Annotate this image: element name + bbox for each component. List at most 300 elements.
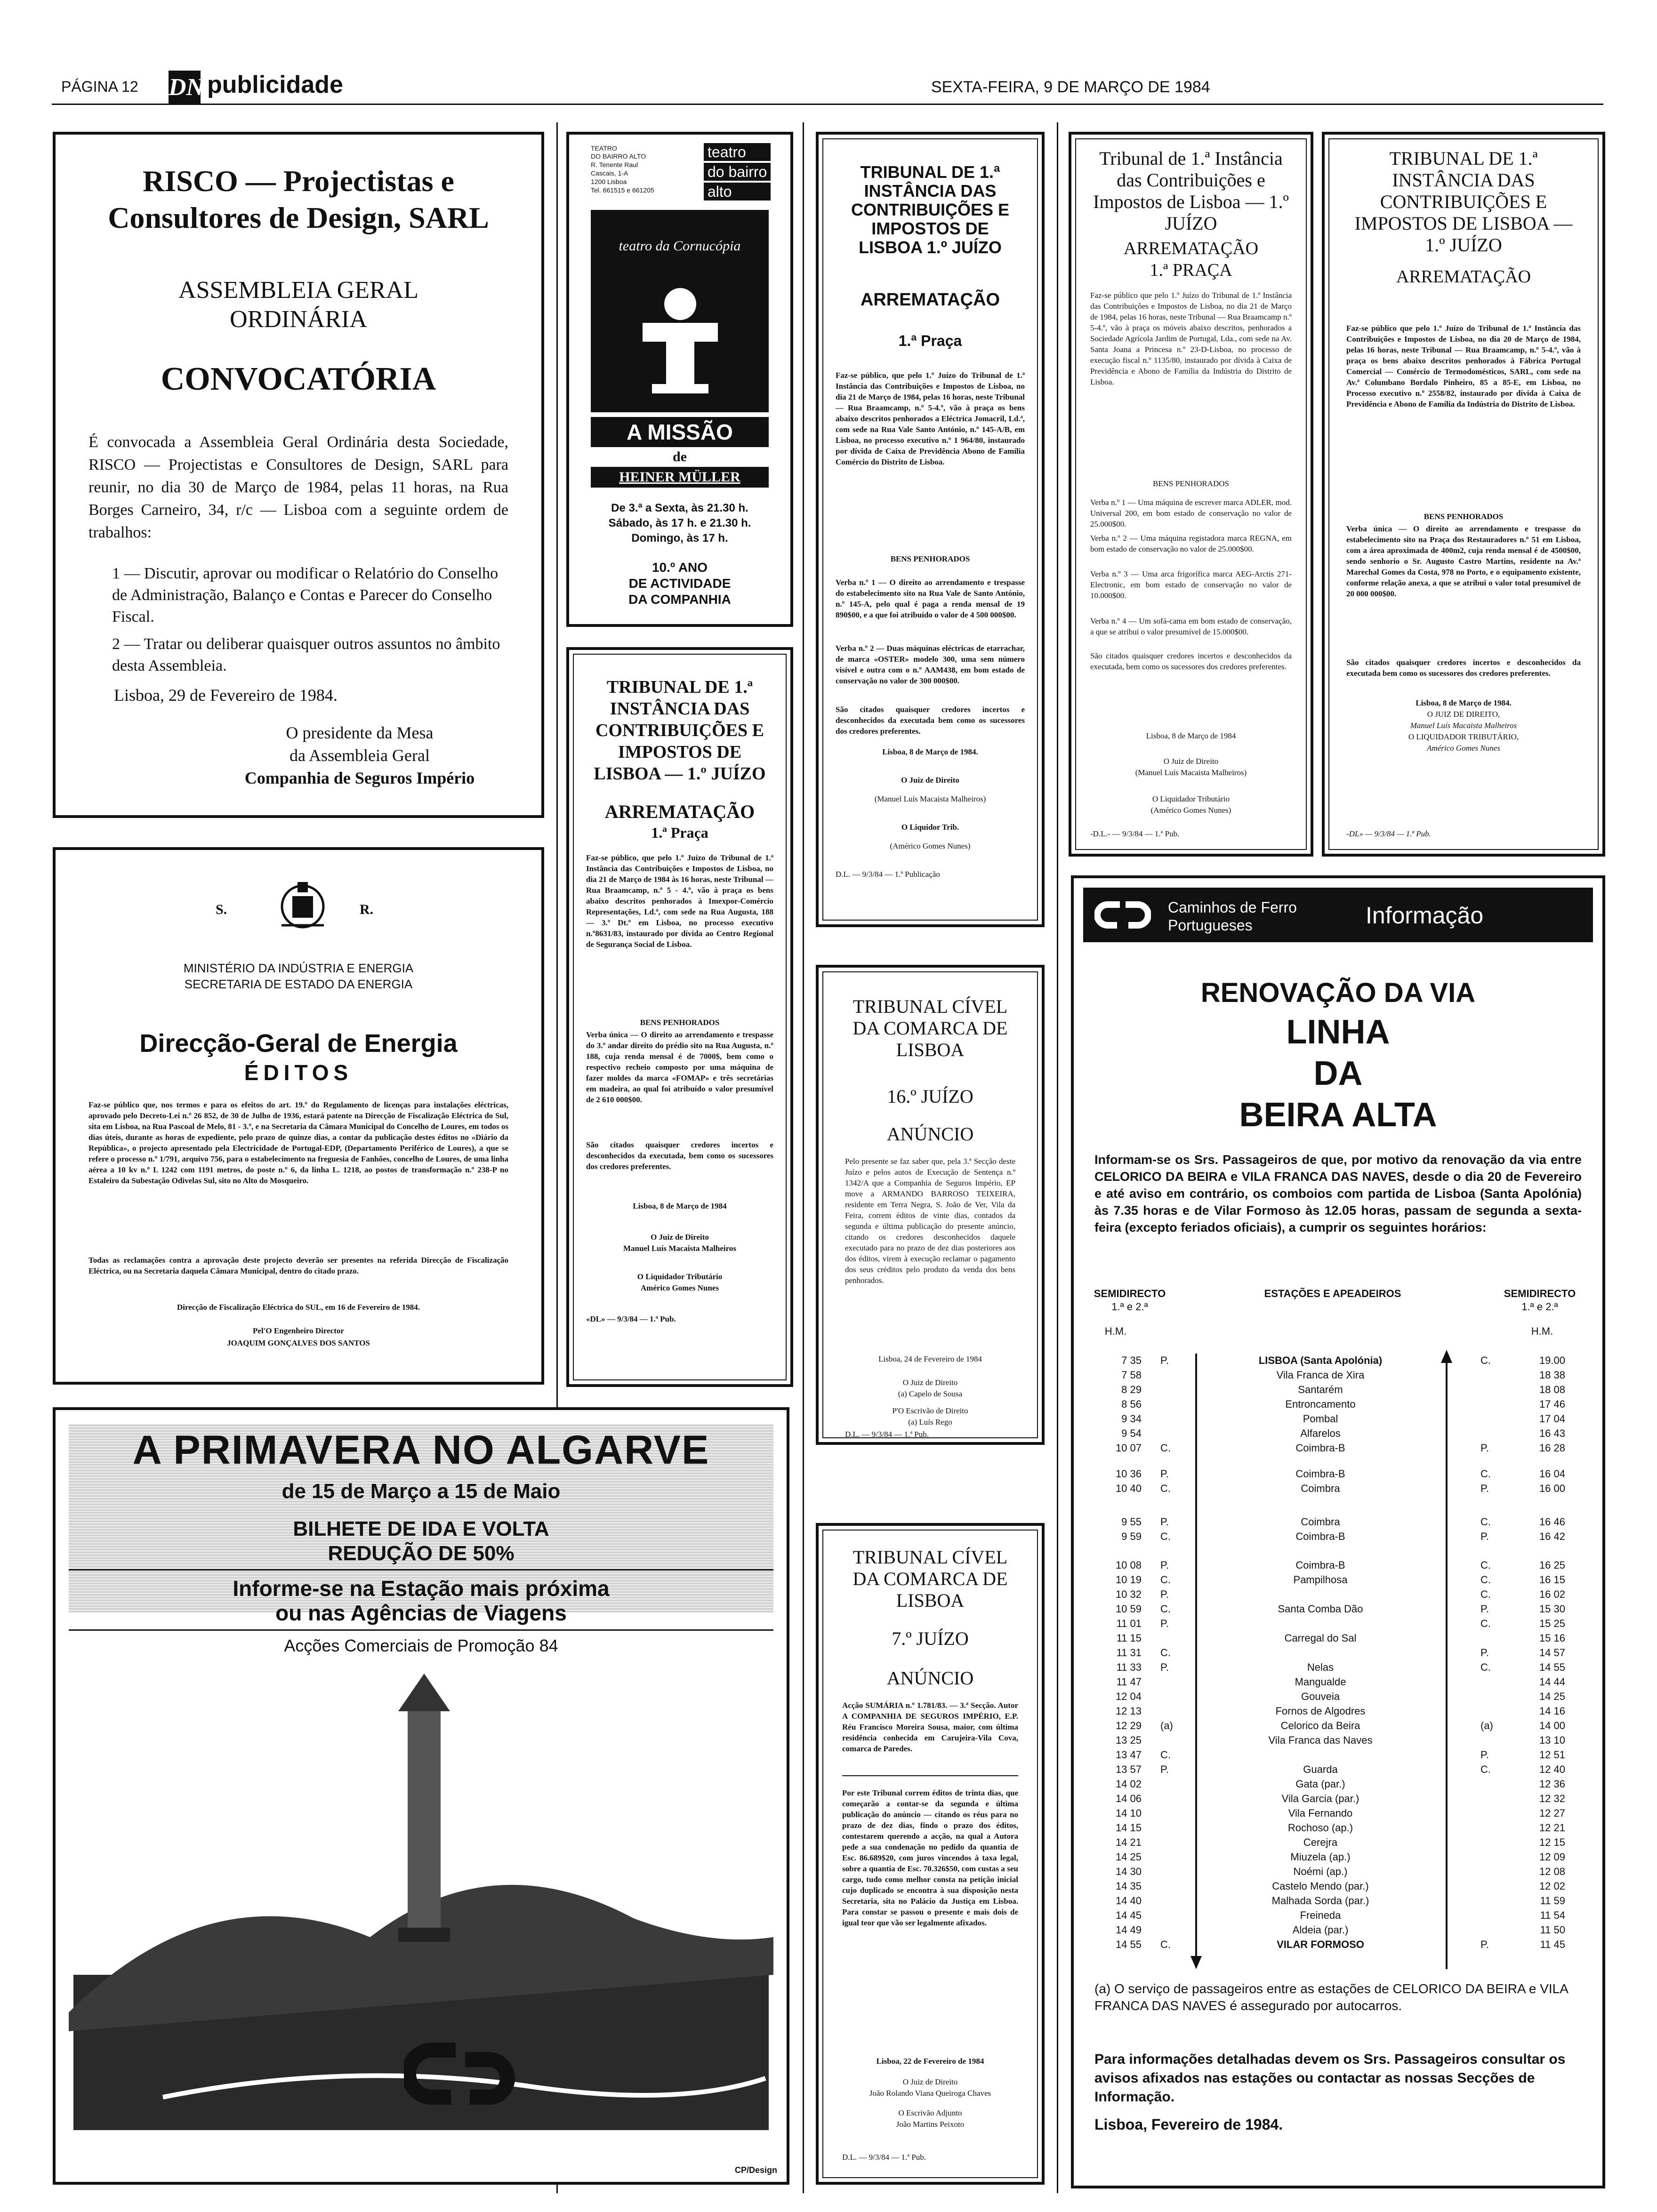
timetable-right-mark: (a) [1480, 1720, 1493, 1731]
timetable-arr-time: 16 42 [1539, 1531, 1565, 1542]
timetable-right-mark: P. [1480, 1483, 1489, 1494]
timetable-row [1090, 1603, 1586, 1616]
timetable-row [1090, 1531, 1586, 1544]
timetable-arr-time: 15 30 [1539, 1603, 1565, 1615]
timetable-row [1090, 1384, 1586, 1397]
cp-headline-4: BEIRA ALTA [1239, 1096, 1437, 1134]
timetable-dep-time: 12 04 [1115, 1691, 1142, 1702]
teatro-company: teatro da Cornucópia [619, 238, 741, 254]
trib-c-liq-2: (Américo Gomes Nunes) [1150, 806, 1231, 815]
civel7-juizo: 7.º JUÍZO [892, 1628, 969, 1649]
teatro-schedule-1: De 3.ª a Sexta, às 21.30 h. [611, 502, 748, 514]
timetable-arr-time: 11 54 [1540, 1909, 1565, 1921]
header-rule [52, 104, 1603, 105]
timetable-station-name: Vila Garcia (par.) [1281, 1793, 1359, 1804]
timetable-arr-time: 15 25 [1539, 1618, 1565, 1629]
cp-note: (a) O serviço de passageiros entre as estações de CELORICO DA BEIRA e VILA FRANCA DAS NAVES é assegurado por autocarros. [1094, 1981, 1568, 2013]
trib-b-liq-2: (Américo Gomes Nunes) [890, 842, 971, 850]
timetable-station-name: Coimbra-B [1295, 1559, 1345, 1571]
timetable-left-mark: C. [1160, 1442, 1171, 1454]
civel7-dl: D.L. — 9/3/84 — 1.ª Pub. [842, 2153, 926, 2162]
timetable-dep-time: 14 55 [1115, 1939, 1142, 1950]
timetable-row [1090, 1866, 1586, 1879]
civel7-date: Lisboa, 22 de Fevereiro de 1984 [876, 2057, 984, 2066]
timetable-station-name: Santarém [1298, 1384, 1343, 1395]
timetable-station-name: Mangualde [1295, 1676, 1346, 1688]
teatro-poster [591, 210, 769, 412]
timetable-station-name: Cerejra [1303, 1836, 1338, 1848]
timetable-row [1090, 1588, 1586, 1602]
timetable-left-mark: P. [1160, 1354, 1169, 1366]
page-date: SEXTA-FEIRA, 9 DE MARÇO DE 1984 [931, 78, 1210, 96]
trib-d-judge-2: Manuel Luís Macaista Malheiros [1410, 721, 1517, 730]
risco-item-1: 1 — Discutir, aprovar ou modificar o Relatório do Conselho de Administração, Balanço e Contas e Parecer do Conselho Fiscal. [112, 565, 499, 625]
timetable-station-name: Freineda [1300, 1909, 1341, 1921]
timetable-arr-time: 12 08 [1539, 1866, 1565, 1877]
timetable-station-name: Vila Fernando [1288, 1807, 1353, 1819]
timetable-dep-time: 10 07 [1115, 1442, 1142, 1454]
timetable-dep-time: 13 47 [1115, 1749, 1142, 1761]
algarve-info-1: Informe-se na Estação mais próxima [233, 1576, 610, 1601]
cp-brand-1: Caminhos de Ferro [1168, 899, 1297, 916]
timetable-station-name: Carregal do Sal [1284, 1632, 1357, 1644]
timetable-station-name: Coimbra [1301, 1483, 1340, 1494]
timetable-right-mark: C. [1480, 1354, 1491, 1366]
cp-brand-2: Portugueses [1168, 917, 1253, 934]
timetable-station-name: Pampilhosa [1293, 1574, 1348, 1586]
timetable-right-mark: C. [1480, 1574, 1491, 1586]
timetable-row [1090, 1880, 1586, 1893]
timetable-dep-time: 11 33 [1116, 1661, 1142, 1673]
risco-place-date: Lisboa, 29 de Fevereiro de 1984. [114, 686, 338, 705]
timetable-dep-time: 7 58 [1121, 1369, 1142, 1381]
dge-ministry: MINISTÉRIO DA INDÚSTRIA E ENERGIA [183, 961, 414, 975]
risco-heading: ASSEMBLEIA GERAL ORDINÁRIA [178, 277, 418, 333]
timetable-arr-time: 16 00 [1539, 1483, 1565, 1494]
risco-item-2: 2 — Tratar ou deliberar quaisquer outros assuntos no âmbito desta Assembleia. [112, 635, 500, 674]
timetable-dep-time: 8 29 [1121, 1384, 1142, 1395]
timetable-left-mark: C. [1160, 1647, 1171, 1659]
timetable-right-mark: P. [1480, 1749, 1489, 1761]
timetable-dep-time: 14 21 [1115, 1836, 1142, 1848]
dn-logo: DN [169, 71, 201, 104]
timetable-row [1090, 1895, 1586, 1908]
algarve-ad [53, 1407, 789, 2185]
timetable-row [1090, 1793, 1586, 1806]
trib-c-praca: 1.ª PRAÇA [1150, 260, 1232, 280]
timetable-dep-time: 13 25 [1115, 1734, 1142, 1746]
timetable-row [1090, 1836, 1586, 1850]
civel16-clerk-2: (a) Luís Rego [908, 1418, 952, 1427]
timetable-right-mark: P. [1480, 1939, 1489, 1950]
civel16-date: Lisboa, 24 de Fevereiro de 1984 [878, 1354, 982, 1363]
algarve-ticket-2: REDUÇÃO DE 50% [328, 1542, 515, 1565]
tribunal-notice-imexpor [566, 647, 793, 1387]
cp-logo-icon [404, 2041, 517, 2116]
teatro-anniversary-3: DA COMPANHIA [628, 592, 731, 607]
timetable-dep-time: 11 47 [1116, 1676, 1142, 1688]
timetable-station-name: Alfarelos [1300, 1427, 1341, 1439]
trib-b-liq-1: O Liquidor Trib. [901, 823, 959, 832]
timetable-station-name: Nelas [1307, 1661, 1334, 1673]
cp-col-left-1: SEMIDIRECTO [1094, 1288, 1166, 1299]
timetable-arr-time: 12 09 [1539, 1851, 1565, 1863]
dge-sign-2: JOAQUIM GONÇALVES DOS SANTOS [227, 1338, 370, 1347]
trib-b-dl: D.L. — 9/3/84 — 1.ª Publicação [836, 870, 940, 879]
cp-col-mid: ESTAÇÕES E APEADEIROS [1264, 1288, 1401, 1299]
timetable-row [1090, 1705, 1586, 1718]
timetable-dep-time: 10 19 [1115, 1574, 1142, 1586]
timetable-left-mark: P. [1160, 1588, 1169, 1600]
cp-hm-left: H.M. [1104, 1325, 1127, 1337]
trib-b-body-3: Verba n.º 2 — Duas máquinas eléctricas de etarrachar, de marca «OSTER» modelo 300, uma sem número visível e outra com o n.º AAM438, em bom estado de conservação no valor de 300 000$00. [836, 644, 1025, 685]
timetable-arr-time: 12 02 [1539, 1880, 1565, 1892]
timetable-dep-time: 8 56 [1121, 1398, 1142, 1410]
timetable-right-mark: C. [1480, 1559, 1491, 1571]
risco-intro: É convocada a Assembleia Geral Ordinária desta Sociedade, RISCO — Projectistas e Consultores de Design, SARL para reunir, no dia 30 de Março de 1984, pelas 11 horas, na Rua Borges Carneiro, 34, r/c — Lisboa com a seguinte ordem de trabalhos: [88, 433, 508, 541]
timetable-right-mark: P. [1480, 1442, 1489, 1454]
dge-s: S. [216, 902, 227, 917]
cp-headline-3: DA [1313, 1055, 1363, 1092]
timetable-right-mark: P. [1480, 1531, 1489, 1542]
teatro-author: HEINER MÜLLER [591, 467, 769, 488]
teatro-play: A MISSÃO [591, 417, 769, 447]
teatro-logo-2: do bairro [704, 163, 771, 181]
timetable-left-mark: (a) [1160, 1720, 1173, 1731]
civel7-body: Acção SUMÁRIA n.º 1.781/83. — 3.ª Secção. Autor A COMPANHIA DE SEGUROS IMPÉRIO, E.P. Réu Francisco Moreira Sousa, maior, com última residência conhecida em Carujeira-Vila Cova, comarca de Paredes. [842, 1701, 1018, 1753]
timetable-dep-time: 12 29 [1115, 1720, 1142, 1731]
timetable-row [1090, 1822, 1586, 1835]
timetable-row [1090, 1909, 1586, 1923]
timetable-row [1090, 1427, 1586, 1441]
tribunal-notice-jomacril [816, 132, 1045, 927]
timetable-station-name: Vila Franca das Naves [1268, 1734, 1373, 1746]
trib-d-bens: BENS PENHORADOS [1424, 512, 1504, 521]
timetable-right-mark: C. [1480, 1763, 1491, 1775]
trib-d-body: Faz-se público que pelo 1.º Juízo do Tribunal de 1.ª Instância das Contribuições e Impostos de Lisboa, no dia 20 de Março de 1984, pelas 16 horas, neste Tribunal — Rua Braamcamp, n.º 5-4.º, vão à praça os bens abaixo descritos penhorados à Fábrica Portugal Comercial — Comércio de Termodomésticos, SARL, com sede na Av.ª Columbano Bordalo Pinheiro, 85 a 85-E, em Lisboa, no Processo executivo n.º 2558/82, instaurado por dívida à Caixa de Previdência e Abono de Família da Indústria do Distrito de Lisboa. [1346, 324, 1581, 409]
timetable-row [1090, 1516, 1586, 1529]
trib-a-body: Faz-se público, que pelo 1.º Juízo do Tribunal de 1.ª Instância das Contribuições e Impostos de Lisboa, no dia 21 de Março de 1984 às 16 horas, neste Tribunal — Rua Braamcamp, n.º 5 - 4.º, vão à praça os bens abaixo descritos penhorados à Imexpor-Comércio Representações, Ld.ª, com sede na Rua Augusta, 188 — 3.º Dt.º em Lisboa, no processo executivo n.º8631/83, instaurado por dívida ao Centro Regional de Segurança Social de Lisboa. [586, 853, 773, 949]
civel16-sub: ANÚNCIO [886, 1123, 974, 1145]
timetable-row [1090, 1632, 1586, 1645]
trib-c-verba-4: Verba n.º 4 — Um sofá-cama em bom estado de conservação, a que se atribui o valor presumível de 15.000$00. [1090, 617, 1292, 636]
trib-c-verba-3: Verba n.º 3 — Uma arca frigorífica marca AEG-Arctis 271-Electronic, em bom estado de conservação no valor de 10.000$00. [1090, 569, 1292, 600]
trib-c-sub: ARREMATAÇÃO [1123, 239, 1259, 258]
dge-notice [53, 847, 544, 1385]
timetable-arr-time: 18 38 [1539, 1369, 1565, 1381]
teatro-anniversary-1: 10.º ANO [652, 560, 708, 575]
timetable-left-mark: P. [1160, 1468, 1169, 1480]
timetable-dep-time: 9 54 [1121, 1427, 1142, 1439]
civel7-sub: ANÚNCIO [886, 1667, 974, 1689]
timetable-right-mark: P. [1480, 1603, 1489, 1615]
trib-a-bens: BENS PENHORADOS [640, 1018, 720, 1027]
timetable-arr-time: 12 21 [1539, 1822, 1565, 1834]
trib-b-sub: ARREMATAÇÃO [860, 290, 1000, 310]
civel16-judge-2: (a) Capelo de Sousa [898, 1389, 963, 1398]
timetable-row [1090, 1734, 1586, 1747]
timetable-station-name: VILAR FORMOSO [1277, 1939, 1364, 1950]
timetable-row [1090, 1749, 1586, 1762]
dge-title: Direcção-Geral de Energia [139, 1029, 458, 1058]
timetable-station-name: Aldeia (par.) [1292, 1924, 1349, 1936]
timetable-arr-time: 12 32 [1539, 1793, 1565, 1804]
teatro-schedule-3: Domingo, às 17 h. [631, 532, 728, 545]
timetable-arr-time: 12 40 [1539, 1763, 1565, 1775]
timetable-right-mark: C. [1480, 1618, 1491, 1629]
timetable-row [1090, 1924, 1586, 1937]
risco-sign-1: O presidente da Mesa [286, 723, 434, 742]
timetable-row [1090, 1618, 1586, 1631]
trib-d-title: TRIBUNAL DE 1.ª INSTÂNCIA DAS CONTRIBUIÇÕES E IMPOSTOS DE LISBOA — 1.º JUÍZO [1354, 148, 1573, 256]
timetable-right-mark: C. [1480, 1516, 1491, 1528]
timetable-station-name: Celorico da Beira [1280, 1720, 1360, 1731]
civel16-judge-1: O Juiz de Direito [902, 1378, 958, 1387]
cp-info-label: Informação [1366, 902, 1484, 929]
timetable-arr-time: 16 28 [1539, 1442, 1565, 1454]
timetable-dep-time: 14 15 [1115, 1822, 1142, 1834]
trib-c-liq-1: O Liquidador Tributário [1152, 794, 1230, 803]
timetable-dep-time: 14 02 [1115, 1778, 1142, 1790]
cp-timetable [1090, 1354, 1586, 1966]
algarve-info-2: ou nas Agências de Viagens [275, 1601, 567, 1625]
timetable-dep-time: 10 40 [1115, 1483, 1142, 1494]
cp-hm-right: H.M. [1531, 1325, 1553, 1337]
timetable-dep-time: 10 36 [1115, 1468, 1142, 1480]
timetable-row [1090, 1807, 1586, 1820]
cp-footer: Para informações detalhadas devem os Srs. Passageiros consultar os avisos afixados nas estações ou contactar as nossas Secções de Informação. [1094, 2052, 1566, 2105]
timetable-dep-time: 14 10 [1115, 1807, 1142, 1819]
teatro-address-1: TEATRO [591, 144, 617, 152]
algarve-ticket-1: BILHETE DE IDA E VOLTA [293, 1517, 549, 1540]
timetable-station-name: Noémi (ap.) [1293, 1866, 1348, 1877]
timetable-row [1090, 1647, 1586, 1660]
trib-a-praca: 1.ª Praça [651, 824, 708, 841]
timetable-station-name: Coimbra-B [1295, 1531, 1345, 1542]
trib-d-body-3: São citados quaisquer credores incertos e desconhecidos da executada bem como os sucessores dos credores preferentes. [1346, 658, 1581, 678]
timetable-right-mark: P. [1480, 1647, 1489, 1659]
trib-a-body-3: São citados quaisquer credores incertos e desconhecidos da executada, bem como os sucessores dos credores preferentes. [586, 1140, 773, 1171]
dge-sign-1: Pel'O Engenheiro Director [253, 1326, 344, 1335]
algarve-credit: CP/Design [734, 2165, 777, 2175]
timetable-row [1090, 1661, 1586, 1675]
civel-16-notice [816, 965, 1045, 1445]
cp-headline-1: RENOVAÇÃO DA VIA [1200, 978, 1476, 1008]
trib-d-liq-1: O LIQUIDADOR TRIBUTÁRIO, [1408, 732, 1519, 741]
civel7-clerk-1: O Escrivão Adjunto [898, 2108, 962, 2117]
cp-information-ad [1071, 875, 1605, 2188]
timetable-dep-time: 14 40 [1115, 1895, 1142, 1907]
risco-sign-3: Companhia de Seguros Império [244, 769, 475, 787]
timetable-dep-time: 9 34 [1121, 1413, 1142, 1425]
tribunal-notice-jardim [1069, 132, 1313, 857]
timetable-left-mark: C. [1160, 1603, 1171, 1615]
trib-b-judge-1: O Juiz de Direito [901, 776, 959, 785]
page-number: PÁGINA 12 [61, 78, 138, 95]
civel16-dl: D.L. — 9/3/84 — 1.ª Pub. [845, 1430, 929, 1439]
timetable-station-name: Pombal [1303, 1413, 1338, 1425]
civel16-clerk-1: P'O Escrivão de Direito [892, 1406, 968, 1415]
timetable-arr-time: 14 25 [1539, 1691, 1565, 1702]
timetable-row [1090, 1354, 1586, 1368]
teatro-logo-3: alto [704, 183, 771, 200]
timetable-arr-time: 17 46 [1539, 1398, 1565, 1410]
civel7-judge-2: João Rolando Viana Queiroga Chaves [869, 2089, 991, 2098]
civel16-title: TRIBUNAL CÍVEL DA COMARCA DE LISBOA [853, 996, 1008, 1060]
algarve-title: A PRIMAVERA NO ALGARVE [132, 1427, 710, 1473]
algarve-dates: de 15 de Março a 15 de Maio [282, 1480, 561, 1503]
risco-notice [53, 132, 544, 818]
trib-a-date: Lisboa, 8 de Março de 1984 [633, 1202, 727, 1210]
timetable-row [1090, 1778, 1586, 1791]
timetable-right-mark: C. [1480, 1468, 1491, 1480]
timetable-arr-time: 16 02 [1539, 1588, 1565, 1600]
timetable-row [1090, 1574, 1586, 1587]
timetable-station-name: Castelo Mendo (par.) [1272, 1880, 1369, 1892]
trib-d-sub: ARREMATAÇÃO [1396, 267, 1531, 287]
timetable-station-name: Santa Comba Dão [1278, 1603, 1363, 1615]
trib-b-praca: 1.ª Praça [898, 332, 962, 349]
timetable-dep-time: 13 57 [1115, 1763, 1142, 1775]
timetable-station-name: LISBOA (Santa Apolónia) [1258, 1354, 1383, 1366]
timetable-left-mark: P. [1160, 1516, 1169, 1528]
timetable-row [1090, 1763, 1586, 1777]
timetable-arr-time: 19.00 [1539, 1354, 1565, 1366]
timetable-arr-time: 18 08 [1539, 1384, 1565, 1395]
trib-b-body: Faz-se público, que pelo 1.º Juízo do Tribunal de 1.ª Instância das Contribuições e Impostos de Lisboa, no dia 21 de Março de 1984, pelas 16 horas, neste Tribunal — Rua Braamcamp, n.º 5-4.º, vão à praça os bens abaixo descritos penhorados a Eléctrica Jomacril, Ld.ª, com sede na Rua Vale Santo António, n.º 145-A/B, em Lisboa, no processo executivo n.º 1 964/80, instaurado por dívida de Caixa de Previdência Abono de Família Comércio do Distrito de Lisboa. [836, 371, 1025, 466]
trib-a-judge-1: O Juiz de Direito [651, 1233, 709, 1242]
timetable-row [1090, 1691, 1586, 1704]
trib-a-judge-2: Manuel Luís Macaista Malheiros [623, 1244, 737, 1253]
timetable-row [1090, 1483, 1586, 1496]
trib-b-bens: BENS PENHORADOS [890, 554, 970, 563]
civel16-body: Pelo presente se faz saber que, pela 3.ª Secção deste Juízo e pelos autos de Execução de Sentença n.º 1342/A que a Companhia de Seguros Império, EP move a ARMANDO BARROSO TEIXEIRA, residente em Terra Negra, S. João de Ver, Vila da Feira, correm éditos de vinte dias, contados da segunda e última publicação do presente anúncio, citando os credores desconhecidos daquele executado para no prazo de dez dias posteriores aos dos éditos, virem à execução reclamar o pagamento dos seus créditos pelo produto da venda dos bens penhorados. [845, 1157, 1015, 1285]
timetable-station-name: Gouveia [1301, 1691, 1340, 1702]
timetable-left-mark: C. [1160, 1574, 1171, 1586]
timetable-dep-time: 10 32 [1115, 1588, 1142, 1600]
trib-c-judge-1: O Juiz de Direito [1163, 757, 1219, 766]
timetable-dep-time: 9 59 [1121, 1531, 1142, 1542]
trib-c-bens: BENS PENHORADOS [1153, 479, 1229, 488]
timetable-dep-time: 10 59 [1115, 1603, 1142, 1615]
trib-a-sub: ARREMATAÇÃO [604, 801, 755, 822]
teatro-address-3: R. Tenente Raul [591, 161, 638, 168]
trib-c-judge-2: (Manuel Luís Macaista Malheiros) [1135, 768, 1247, 777]
timetable-row [1090, 1676, 1586, 1689]
trib-b-judge-2: (Manuel Luís Macaista Malheiros) [874, 794, 986, 803]
timetable-dep-time: 14 06 [1115, 1793, 1142, 1804]
trib-d-dl: -DL» — 9/3/84 — 1.ª Pub. [1346, 829, 1431, 838]
cp-col-right-1: SEMIDIRECTO [1504, 1288, 1576, 1299]
civel16-juizo: 16.º JUÍZO [887, 1086, 973, 1107]
trib-a-dl: «DL» — 9/3/84 — 1.ª Pub. [586, 1314, 676, 1323]
timetable-arr-time: 17 04 [1539, 1413, 1565, 1425]
timetable-arr-time: 11 45 [1540, 1939, 1565, 1950]
teatro-address-4: Cascais, 1-A [591, 169, 628, 177]
timetable-dep-time: 14 35 [1115, 1880, 1142, 1892]
timetable-arr-time: 16 46 [1539, 1516, 1565, 1528]
algarve-campaign: Acções Comerciais de Promoção 84 [284, 1636, 558, 1655]
teatro-ad [566, 132, 793, 627]
timetable-arr-time: 11 59 [1540, 1895, 1565, 1907]
timetable-arr-time: 14 44 [1539, 1676, 1565, 1688]
timetable-station-name: Fornos de Algodres [1275, 1705, 1366, 1717]
timetable-row [1090, 1398, 1586, 1411]
timetable-arr-time: 12 51 [1539, 1749, 1565, 1761]
timetable-dep-time: 10 08 [1115, 1559, 1142, 1571]
timetable-arr-time: 14 55 [1539, 1661, 1565, 1673]
dge-subtitle: ÉDITOS [244, 1060, 353, 1085]
cp-intro: Informam-se os Srs. Passageiros de que, por motivo da renovação da via entre CELORICO DA BEIRA e VILA FRANCA DAS NAVES, desde o dia 20 de Fevereiro e até aviso em contrário, os comboios com partida de Lisboa (Santa Apolónia) às 7.35 horas e de Vilar Formoso às 12.05 horas, passam de segunda a sexta-feira (excepto feriados oficiais), a cumprir os seguintes horários: [1094, 1153, 1582, 1234]
teatro-address-6: Tel. 661515 e 661205 [591, 186, 654, 194]
trib-c-verba-2: Verba n.º 2 — Uma máquina registadora marca REGNA, em bom estado de conservação no valor de 25.000$00. [1090, 534, 1292, 553]
trib-c-body: Faz-se público que pelo 1.º Juízo do Tribunal de 1.ª Instância das Contribuições e Impostos de Lisboa, no dia 21 de Março de 1984, pelas 16 horas, neste Tribunal — Rua Braamcamp n.º 5-4.º, vão à praça os móveis abaixo descritos, penhorados a Sociedade Agrícola Jardim de Portugal, Lda., com sede na Av. Santa Joana a Princesa n.º 23-D-Lisboa, no processo de execução fiscal n.º 1135/80, instaurado por dívida à Caixa de Previdência e Abono de Família da Indústria do Distrito de Lisboa. [1090, 291, 1292, 386]
trib-d-body-2: Verba única — O direito ao arrendamento e trespasse do estabelecimento sito na Praça dos Restauradores n.º 51 em Lisboa, com a área aproximada de 400m2, cuja renda mensal é de 4500$00, sendo senhorio o Sr. Augusto Castro Martins, residente na Av.ª Marechal Gomes da Costa, 978 no Porto, e o equipamento existente, conforme relação anexa, a que se atribui o valor total presumível de 20 000 000$00. [1346, 524, 1581, 598]
trib-c-title: Tribunal de 1.ª Instância das Contribuições e Impostos de Lisboa — 1.º JUÍZO [1093, 148, 1289, 234]
timetable-dep-time: 14 49 [1115, 1924, 1142, 1936]
teatro-of: de [673, 449, 687, 465]
timetable-arr-time: 15 16 [1539, 1632, 1565, 1644]
cp-banner [1083, 888, 1593, 942]
timetable-arr-time: 14 16 [1539, 1705, 1565, 1717]
timetable-row [1090, 1851, 1586, 1864]
timetable-arr-time: 12 15 [1539, 1836, 1565, 1848]
timetable-dep-time: 14 25 [1115, 1851, 1142, 1863]
timetable-row [1090, 1442, 1586, 1455]
timetable-row [1090, 1468, 1586, 1481]
tribunal-notice-portugal [1322, 132, 1605, 857]
timetable-station-name: Coimbra-B [1295, 1442, 1345, 1454]
civel7-clerk-2: João Martins Peixoto [896, 2120, 965, 2129]
teatro-anniversary-2: DE ACTIVIDADE [628, 576, 731, 591]
timetable-row [1090, 1720, 1586, 1733]
trib-c-dl: -D.L.- — 9/3/84 — 1.ª Pub. [1090, 829, 1180, 838]
timetable-arr-time: 14 57 [1539, 1647, 1565, 1659]
cp-banner-logo-icon [1094, 901, 1151, 929]
timetable-dep-time: 14 45 [1115, 1909, 1142, 1921]
trib-a-title: TRIBUNAL DE 1.ª INSTÂNCIA DAS CONTRIBUIÇÕES E IMPOSTOS DE LISBOA — 1.º JUÍZO [594, 677, 766, 784]
trib-b-body-2: Verba n.º 1 — O direito ao arrendamento e trespasse do estabelecimento sito na Rua Vale de Santo António, n.º 145-A, pelo qual é paga a renda mensal de 19 890$00, e a que foi atribuído o valor de 4 500 000$00. [836, 578, 1025, 619]
timetable-row [1090, 1369, 1586, 1382]
timetable-dep-time: 9 55 [1121, 1516, 1142, 1528]
timetable-dep-time: 11 01 [1116, 1618, 1142, 1629]
timetable-station-name: Rochoso (ap.) [1287, 1822, 1353, 1834]
timetable-right-mark: C. [1480, 1661, 1491, 1673]
timetable-station-name: Miuzela (ap.) [1290, 1851, 1351, 1863]
timetable-left-mark: P. [1160, 1559, 1169, 1571]
timetable-arr-time: 16 25 [1539, 1559, 1565, 1571]
timetable-left-mark: C. [1160, 1939, 1171, 1950]
timetable-station-name: Entroncamento [1285, 1398, 1356, 1410]
civel7-title: TRIBUNAL CÍVEL DA COMARCA DE LISBOA [853, 1547, 1008, 1611]
timetable-dep-time: 12 13 [1115, 1705, 1142, 1717]
trib-c-verba-1: Verba n.º 1 — Uma máquina de escrever marca ADLER, mod. Universal 200, em bom estado de conservação no valor de 25.000$00. [1090, 498, 1292, 529]
timetable-left-mark: P. [1160, 1661, 1169, 1673]
cp-headline-2: LINHA [1286, 1013, 1390, 1051]
timetable-arr-time: 16 04 [1539, 1468, 1565, 1480]
trib-d-judge-1: O JUIZ DE DIREITO, [1427, 710, 1500, 719]
risco-title: CONVOCATÓRIA [161, 361, 436, 397]
dge-body-2: Todas as reclamações contra a aprovação deste projecto deverão ser presentes na referida Direcção de Fiscalização Eléctrica, ou na Secretaria daquela Câmara Municipal, dentro do citado prazo. [88, 1256, 508, 1275]
timetable-left-mark: C. [1160, 1749, 1171, 1761]
timetable-dep-time: 11 31 [1116, 1647, 1142, 1659]
timetable-dep-time: 11 15 [1116, 1632, 1142, 1644]
timetable-left-mark: P. [1160, 1763, 1169, 1775]
risco-company: RISCO — Projectistas e Consultores de Design, SARL [108, 164, 489, 234]
cp-date: Lisboa, Fevereiro de 1984. [1094, 2116, 1283, 2133]
timetable-arr-time: 12 36 [1539, 1778, 1565, 1790]
trib-a-body-2: Verba única — O direito ao arrendamento e trespasse do 3.º andar direito do prédio sito na Rua Augusta, n.º 188, cuja renda mensal é de 7000$, bem como o respectivo recheio composto por uma máquina de fazer moldes da marca «FOMAP» e três secretárias em madeira, ao qual foi atribuído o valor presumível de 2 610 000$00. [586, 1030, 773, 1104]
